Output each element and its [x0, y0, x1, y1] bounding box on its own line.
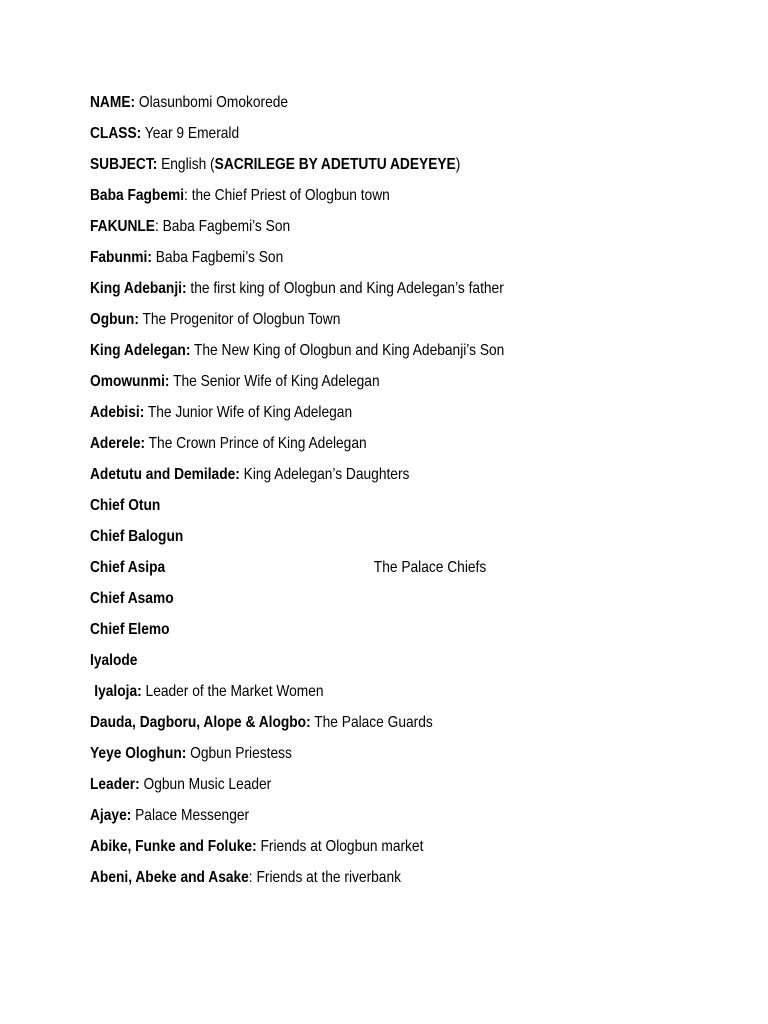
- character-desc: The Crown Prince of King Adelegan: [145, 435, 367, 452]
- character-line: [90, 213, 640, 244]
- character-name: King Adebanji:: [90, 280, 187, 297]
- character-desc: Ogbun Music Leader: [139, 776, 272, 793]
- play-title: SACRILEGE BY ADETUTU ADEYEYE: [214, 156, 456, 173]
- chief-line: [90, 585, 640, 616]
- chief-name: Chief Otun: [90, 497, 161, 514]
- character-name: Adebisi:: [90, 404, 145, 421]
- chief-line: [90, 647, 640, 678]
- character-line: [90, 461, 640, 492]
- subject-label: SUBJECT:: [90, 156, 158, 173]
- character-name: King Adelegan:: [90, 342, 191, 359]
- character-name: Ogbun:: [90, 311, 139, 328]
- chief-line: [90, 554, 640, 585]
- character-name: Aderele:: [90, 435, 146, 452]
- character-line: [90, 802, 640, 833]
- class-line: [90, 120, 640, 151]
- character-line: [90, 678, 640, 709]
- character-name: Baba Fagbemi: [90, 187, 185, 204]
- class-value: Year 9 Emerald: [141, 125, 240, 142]
- character-desc: Baba Fagbemi’s Son: [151, 249, 284, 266]
- name-label: NAME:: [90, 94, 136, 111]
- character-line: [90, 399, 640, 430]
- class-label: CLASS:: [90, 125, 142, 142]
- chief-name: Chief Asamo: [90, 590, 174, 607]
- character-line: [90, 864, 640, 895]
- character-name: Abike, Funke and Foluke:: [90, 838, 257, 855]
- character-desc: : Baba Fagbemi’s Son: [154, 218, 291, 235]
- character-line: [90, 430, 640, 461]
- chief-name: Chief Balogun: [90, 528, 184, 545]
- name-line: [90, 89, 640, 120]
- character-name: Yeye Ologhun:: [90, 745, 187, 762]
- character-desc: King Adelegan’s Daughters: [239, 466, 410, 483]
- character-desc: Leader of the Market Women: [141, 683, 324, 700]
- character-name: Dauda, Dagboru, Alope & Alogbo:: [90, 714, 311, 731]
- character-name: Ajaye:: [90, 807, 132, 824]
- character-list: [90, 89, 730, 895]
- character-name: Abeni, Abeke and Asake: [90, 869, 249, 886]
- character-line: [90, 306, 640, 337]
- character-line: [90, 833, 640, 864]
- character-line: [90, 709, 640, 740]
- character-line: [90, 275, 640, 306]
- character-line: [90, 771, 640, 802]
- subject-value: English (: [157, 156, 215, 173]
- character-line: [90, 368, 640, 399]
- character-line: [90, 337, 640, 368]
- character-desc: The Junior Wife of King Adelegan: [144, 404, 353, 421]
- character-desc: The Palace Guards: [310, 714, 433, 731]
- character-desc: : the Chief Priest of Ologbun town: [184, 187, 390, 204]
- character-desc: : Friends at the riverbank: [248, 869, 401, 886]
- character-name: FAKUNLE: [90, 218, 155, 235]
- subject-line: [90, 151, 640, 182]
- character-line: [90, 244, 640, 275]
- character-desc: Ogbun Priestess: [186, 745, 292, 762]
- character-desc: The New King of Ologbun and King Adebanji’s Son: [190, 342, 505, 359]
- chief-line: [90, 523, 640, 554]
- character-desc: The Senior Wife of King Adelegan: [169, 373, 380, 390]
- character-desc: Friends at Ologbun market: [256, 838, 424, 855]
- character-desc: Palace Messenger: [131, 807, 250, 824]
- character-line: [90, 740, 640, 771]
- character-name: Omowunmi:: [90, 373, 170, 390]
- character-name: Iyaloja:: [94, 683, 142, 700]
- chief-name: Chief Asipa: [90, 559, 166, 576]
- character-line: [90, 182, 640, 213]
- chief-name: Chief Elemo: [90, 621, 170, 638]
- character-desc: The Progenitor of Ologbun Town: [138, 311, 341, 328]
- subject-suffix: ): [455, 156, 461, 173]
- palace-chiefs-label: The Palace Chiefs: [373, 559, 487, 576]
- character-desc: the first king of Ologbun and King Adelegan’s father: [186, 280, 504, 297]
- chief-name: Iyalode: [90, 652, 138, 669]
- name-value: Olasunbomi Omokorede: [135, 94, 289, 111]
- character-name: Fabunmi:: [90, 249, 152, 266]
- character-name: Leader:: [90, 776, 140, 793]
- chief-line: [90, 616, 640, 647]
- character-name: Adetutu and Demilade:: [90, 466, 240, 483]
- chief-line: [90, 492, 640, 523]
